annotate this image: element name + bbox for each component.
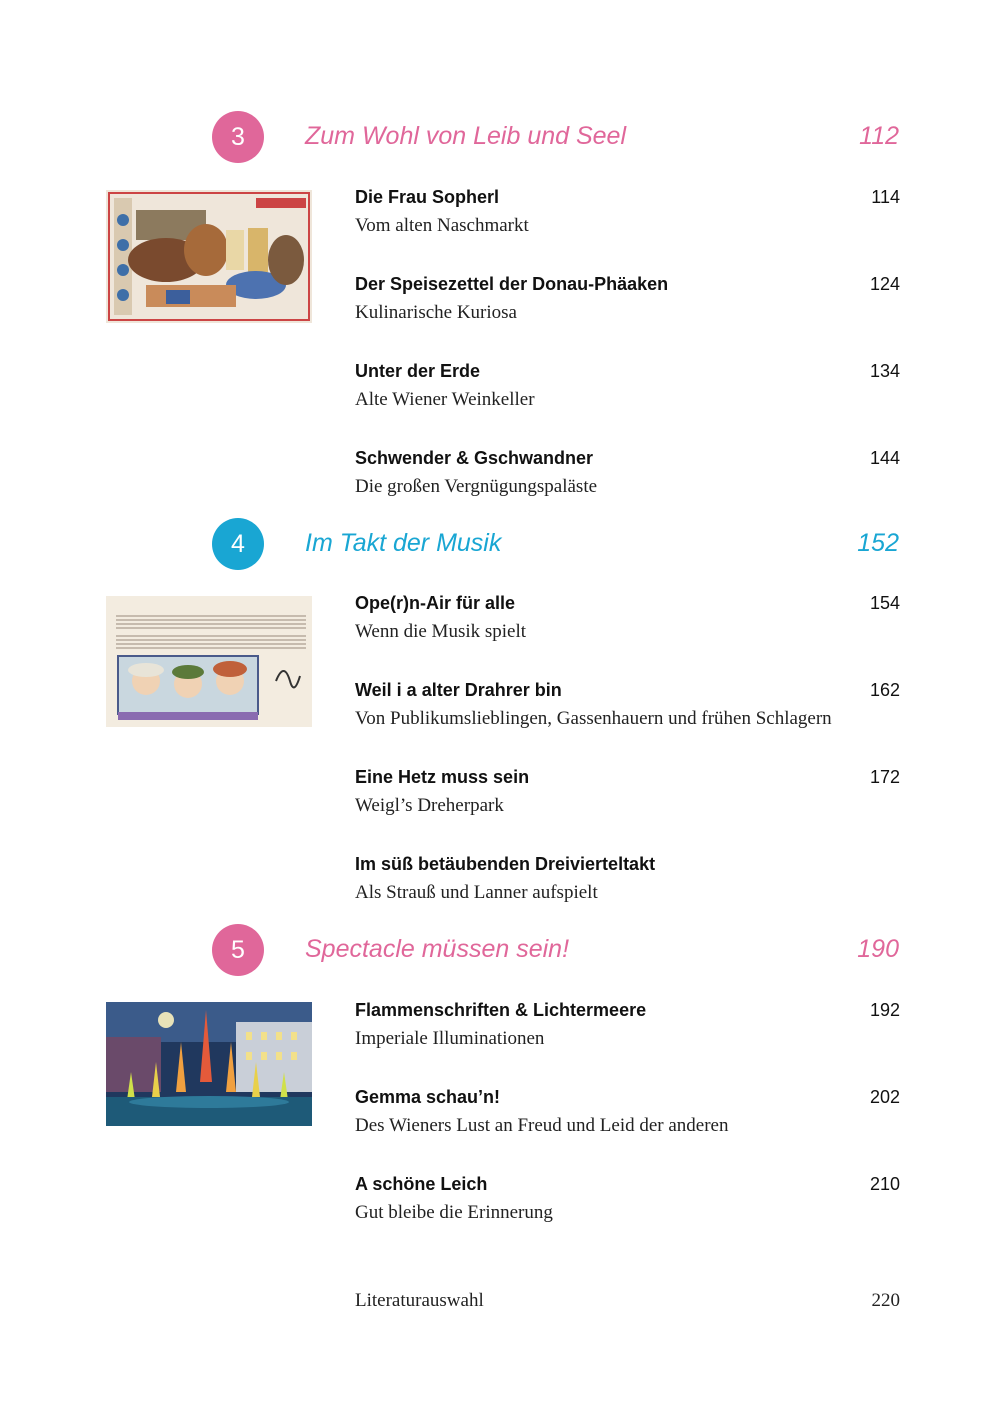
entry-page-number: 202 [869, 1087, 900, 1107]
entry-title: Flammenschriften & Lichtermeere [355, 1000, 647, 1020]
chapter-page-number: 190 [857, 935, 899, 963]
entry-subtitle: Alte Wiener Weinkeller [355, 389, 535, 410]
entry-page-number: 162 [869, 680, 900, 700]
entry-title: Gemma schau’n! [355, 1087, 501, 1107]
chapter-3-heading [0, 111, 1000, 163]
entry-subtitle: Des Wieners Lust an Freud und Leid der anderen [355, 1115, 729, 1136]
music-postcard-image [106, 596, 312, 727]
illumination-postcard-image [106, 1002, 312, 1126]
toc-entry[interactable] [355, 678, 900, 734]
entry-subtitle: Wenn die Musik spielt [355, 621, 527, 642]
entry-subtitle: Weigl’s Dreherpark [355, 795, 504, 816]
entry-subtitle: Gut bleibe die Erinnerung [355, 1202, 553, 1223]
entry-page-number: 124 [869, 274, 900, 294]
literature-title: Literaturauswahl [355, 1290, 484, 1311]
chapter-number-badge: 3 [212, 111, 264, 163]
entry-title: Die Frau Sopherl [355, 187, 500, 207]
toc-entry[interactable] [355, 185, 900, 241]
toc-entry[interactable] [355, 998, 900, 1054]
entry-page-number: 172 [869, 767, 900, 787]
entry-page-number: 192 [869, 1000, 900, 1020]
toc-entry[interactable] [355, 765, 900, 821]
toc-entry[interactable] [355, 446, 900, 502]
chapter-number-badge: 5 [212, 924, 264, 976]
chapter-5-heading [0, 924, 1000, 976]
entry-title: A schöne Leich [355, 1174, 488, 1194]
entry-page-number: 210 [869, 1174, 900, 1194]
literature-entry[interactable] [355, 1288, 900, 1314]
toc-entry[interactable] [355, 272, 900, 328]
entry-title: Unter der Erde [355, 361, 481, 381]
chapter-number-badge: 4 [212, 518, 264, 570]
entry-page-number: 144 [869, 448, 900, 468]
toc-entry[interactable] [355, 1172, 900, 1228]
entry-subtitle: Von Publikumslieblingen, Gassenhauern und frühen Schlagern [355, 708, 832, 729]
chapter-title: Zum Wohl von Leib und Seel [305, 122, 627, 150]
entry-subtitle: Als Strauß und Lanner aufspielt [355, 882, 598, 903]
chapter-page-number: 152 [857, 529, 899, 557]
toc-entry[interactable] [355, 1085, 900, 1141]
entry-page-number: 134 [869, 361, 900, 381]
literature-page-number: 220 [871, 1290, 900, 1311]
toc-entry[interactable] [355, 359, 900, 415]
entry-title: Eine Hetz muss sein [355, 767, 530, 787]
chapter-page-number: 112 [859, 122, 899, 150]
entry-subtitle: Imperiale Illuminationen [355, 1028, 545, 1049]
toc-entry[interactable] [355, 852, 900, 908]
entry-title: Der Speisezettel der Donau-Phäaken [355, 274, 669, 294]
entry-subtitle: Vom alten Naschmarkt [355, 215, 529, 236]
chapter-4-heading [0, 518, 1000, 570]
entry-title: Schwender & Gschwandner [355, 448, 594, 468]
chapter-title: Spectacle müssen sein! [305, 935, 570, 963]
entry-title: Weil i a alter Drahrer bin [355, 680, 562, 700]
entry-page-number: 154 [869, 593, 900, 613]
entry-subtitle: Kulinarische Kuriosa [355, 302, 517, 323]
toc-entry[interactable] [355, 591, 900, 647]
chapter-title: Im Takt der Musik [305, 529, 502, 557]
entry-title: Ope(r)n-Air für alle [355, 593, 516, 613]
naschmarkt-postcard-image [106, 190, 312, 323]
entry-subtitle: Die großen Vergnügungspaläste [355, 476, 598, 497]
entry-title: Im süß betäubenden Dreivierteltakt [355, 854, 656, 874]
entry-page-number: 114 [871, 187, 900, 207]
